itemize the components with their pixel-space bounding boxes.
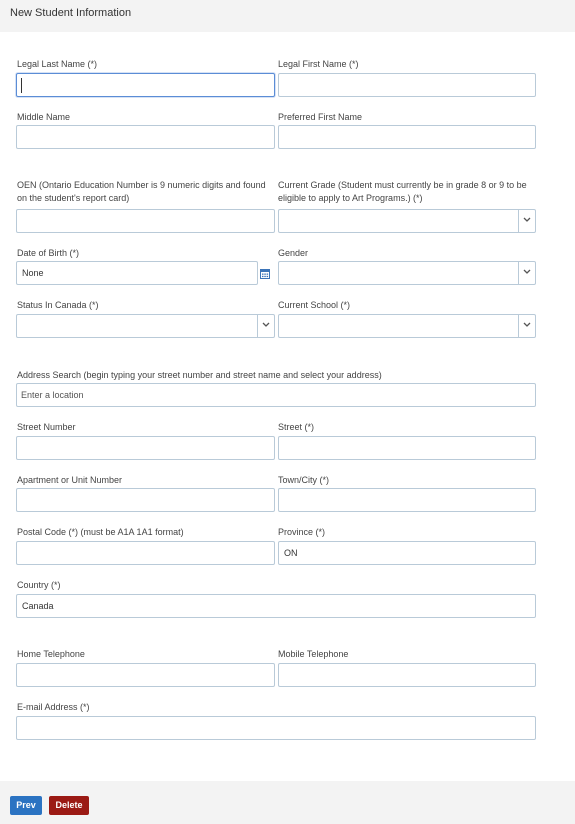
province-input[interactable] xyxy=(278,541,536,565)
postal-code-input[interactable] xyxy=(16,541,275,565)
postal-code-label: Postal Code (*) (must be A1A 1A1 format) xyxy=(17,527,184,537)
prev-button[interactable]: Prev xyxy=(10,796,42,815)
gender-label: Gender xyxy=(278,248,309,258)
province-value: ON xyxy=(284,548,298,558)
status-in-canada-select[interactable] xyxy=(16,314,275,338)
calendar-icon[interactable] xyxy=(260,266,270,277)
legal-first-name-label: Legal First Name (*) xyxy=(278,59,359,69)
home-telephone-label: Home Telephone xyxy=(17,649,85,659)
email-input[interactable] xyxy=(16,716,536,740)
date-of-birth-input[interactable] xyxy=(16,261,258,285)
legal-first-name-input[interactable] xyxy=(278,73,536,97)
status-in-canada-label: Status In Canada (*) xyxy=(17,300,99,310)
current-grade-select[interactable] xyxy=(278,209,536,233)
country-input[interactable] xyxy=(16,594,536,618)
mobile-telephone-label: Mobile Telephone xyxy=(278,649,349,659)
current-school-select[interactable] xyxy=(278,314,536,338)
apartment-label: Apartment or Unit Number xyxy=(17,475,123,485)
gender-select[interactable] xyxy=(278,261,536,285)
current-grade-label: Current Grade (Student must currently be in grade 8 or 9 to be eligible to apply to Art Programs.) (*) xyxy=(278,180,527,203)
street-number-input[interactable] xyxy=(16,436,275,460)
chevron-down-icon[interactable] xyxy=(518,315,535,337)
current-school-label: Current School (*) xyxy=(278,300,351,310)
middle-name-input[interactable] xyxy=(16,125,275,149)
chevron-down-icon[interactable] xyxy=(518,262,535,284)
address-search-label: Address Search (begin typing your street number and street name and select your address) xyxy=(17,370,382,380)
street-input[interactable] xyxy=(278,436,536,460)
panel-header xyxy=(0,0,575,32)
chevron-down-icon[interactable] xyxy=(518,210,535,232)
address-search-placeholder: Enter a location xyxy=(21,390,84,400)
legal-last-name-input[interactable] xyxy=(16,73,275,97)
text-cursor xyxy=(21,78,22,93)
preferred-first-name-input[interactable] xyxy=(278,125,536,149)
page-title: New Student Information xyxy=(10,7,132,19)
country-label: Country (*) xyxy=(17,580,61,590)
street-label: Street (*) xyxy=(278,422,315,432)
address-search-input[interactable] xyxy=(16,383,536,407)
middle-name-label: Middle Name xyxy=(17,112,71,122)
oen-label: OEN (Ontario Education Number is 9 numeric digits and found on the student's report card) xyxy=(17,180,266,203)
date-of-birth-label: Date of Birth (*) xyxy=(17,248,80,258)
home-telephone-input[interactable] xyxy=(16,663,275,687)
preferred-first-name-label: Preferred First Name xyxy=(278,112,363,122)
oen-input[interactable] xyxy=(16,209,275,233)
town-city-input[interactable] xyxy=(278,488,536,512)
chevron-down-icon[interactable] xyxy=(257,315,274,337)
apartment-input[interactable] xyxy=(16,488,275,512)
street-number-label: Street Number xyxy=(17,422,76,432)
town-city-label: Town/City (*) xyxy=(278,475,330,485)
province-label: Province (*) xyxy=(278,527,326,537)
legal-last-name-label: Legal Last Name (*) xyxy=(17,59,98,69)
email-label: E-mail Address (*) xyxy=(17,702,90,712)
country-value: Canada xyxy=(22,601,54,611)
date-of-birth-value: None xyxy=(22,268,44,278)
mobile-telephone-input[interactable] xyxy=(278,663,536,687)
delete-button[interactable]: Delete xyxy=(49,796,89,815)
